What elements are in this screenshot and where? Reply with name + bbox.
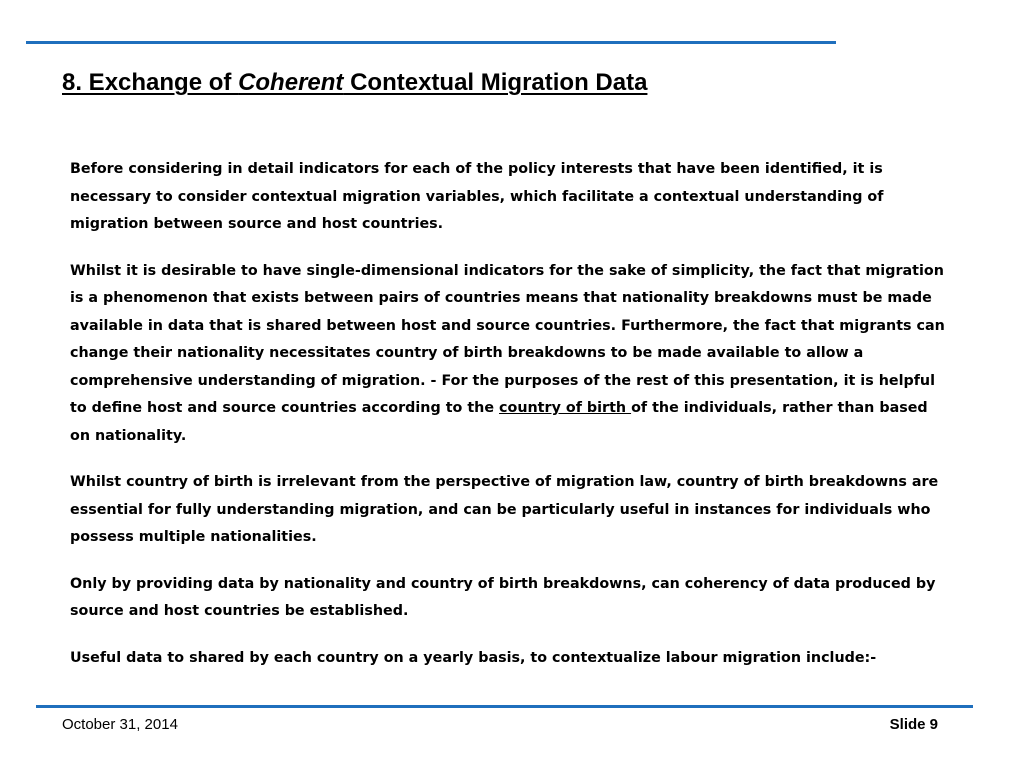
title-prefix: 8. Exchange of: [62, 69, 239, 96]
bottom-divider: [36, 705, 973, 708]
footer-date: October 31, 2014: [62, 716, 178, 733]
slide-title: [62, 67, 647, 99]
slide-number: Slide 9: [889, 716, 938, 733]
country-of-birth-emphasis: country of birth: [499, 400, 632, 416]
slide-body: [70, 156, 950, 691]
paragraph-3: Whilst country of birth is irrelevant from the perspective of migration law, country of birth breakdowns are essential for fully understanding migration, and can be particularly useful in instances for individuals who possess multiple nationalities.: [70, 474, 939, 545]
paragraph-5: Useful data to shared by each country on a yearly basis, to contextualize labour migration include:-: [70, 649, 877, 666]
top-divider: [26, 41, 836, 44]
paragraph-2: [70, 258, 950, 451]
paragraph-4: Only by providing data by nationality and country of birth breakdowns, can coherency of data produced by source and host countries be established.: [70, 575, 936, 619]
title-suffix: Contextual Migration Data: [343, 69, 648, 96]
paragraph-2-text-before: Whilst it is desirable to have single-dimensional indicators for the sake of simplicity, the fact that migration is a phenomenon that exists between pairs of countries means that nationality breakdowns must be made available in data that is shared between host and source countries. Furthermore, the fact that migrants can change their nationality necessitates country of birth breakdowns to be made available to allow a comprehensive understanding of migration. - For the purposes of the rest of this presentation, it is helpful to define host and source countries according to the: [70, 262, 945, 416]
paragraph-1: Before considering in detail indicators for each of the policy interests that have been identified, it is necessary to consider contextual migration variables, which facilitate a contextual understanding of migration between source and host countries.: [70, 161, 884, 232]
paragraph-2-text-after: of the individuals, rather than based on nationality.: [70, 400, 928, 444]
title-emphasis: Coherent: [238, 69, 344, 96]
